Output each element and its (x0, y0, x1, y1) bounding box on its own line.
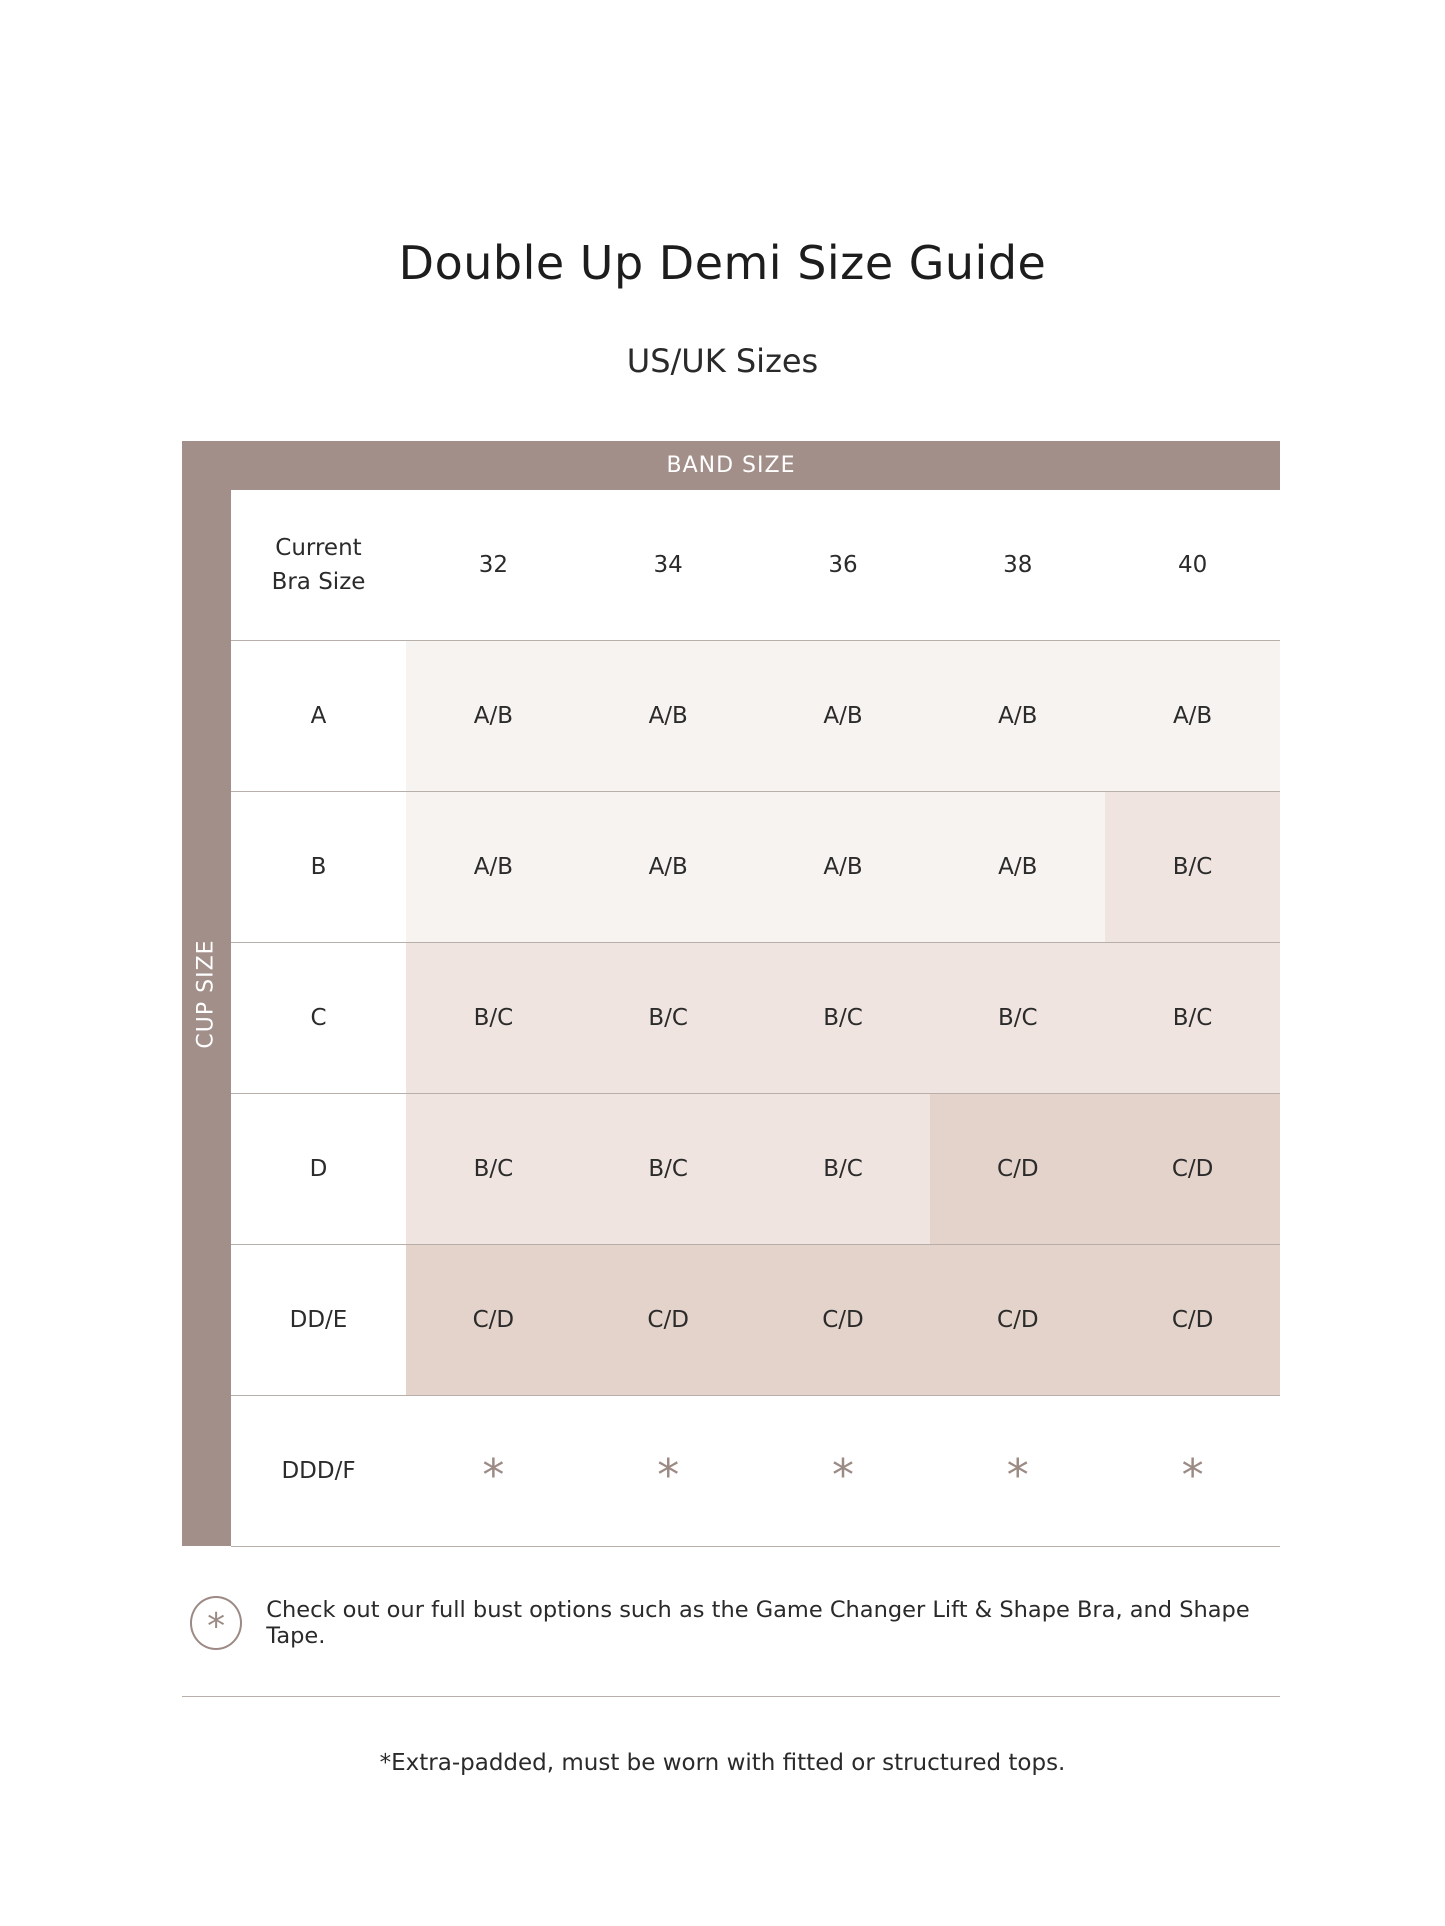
size-cell: A/B (930, 792, 1105, 942)
asterisk-icon: * (657, 1450, 680, 1501)
size-cell: B/C (406, 943, 581, 1093)
divider (182, 1696, 1280, 1697)
current-bra-size-text: Current Bra Size (271, 535, 366, 595)
size-cell: C/D (756, 1245, 931, 1395)
asterisk-icon: * (1181, 1450, 1204, 1501)
cup-size-cell: A (310, 703, 327, 729)
size-table (231, 490, 1280, 1547)
asterisk-icon: * (831, 1450, 854, 1501)
footnote: *Extra-padded, must be worn with fitted or structured tops. (379, 1750, 1066, 1776)
size-cell: A/B (581, 641, 756, 791)
asterisk-icon: * (190, 1596, 242, 1650)
size-cell: B/C (581, 1094, 756, 1244)
size-cell: B/C (1105, 943, 1280, 1093)
table-row (231, 1396, 1280, 1547)
table-row (231, 641, 1280, 792)
size-cell: C/D (1105, 1094, 1280, 1244)
asterisk-icon: * (482, 1450, 505, 1501)
size-cell: A/B (756, 792, 931, 942)
size-cell: C/D (930, 1245, 1105, 1395)
size-cell: C/D (1105, 1245, 1280, 1395)
cup-size-cell: D (309, 1156, 328, 1182)
band-header-40: 40 (1177, 552, 1208, 578)
size-cell: A/B (406, 792, 581, 942)
size-cell: C/D (406, 1245, 581, 1395)
band-size-header (182, 441, 1280, 490)
band-header-38: 38 (1003, 552, 1033, 578)
table-row (231, 1245, 1280, 1396)
size-cell: B/C (756, 1094, 931, 1244)
size-cell: B/C (581, 943, 756, 1093)
cup-size-cell: C (310, 1005, 327, 1031)
size-cell: A/B (406, 641, 581, 791)
band-header-32: 32 (478, 552, 509, 578)
current-bra-size-header (231, 490, 406, 640)
size-cell: B/C (756, 943, 931, 1093)
size-cell: C/D (581, 1245, 756, 1395)
band-header-34: 34 (653, 552, 683, 578)
band-header-36: 36 (828, 552, 858, 578)
cup-size-cell: DD/E (289, 1307, 348, 1333)
cup-size-cell: DDD/F (281, 1458, 356, 1484)
page-subtitle: US/UK Sizes (626, 342, 819, 380)
table-header-row (231, 490, 1280, 641)
table-row (231, 943, 1280, 1094)
full-bust-note (190, 1593, 1280, 1653)
table-row (231, 1094, 1280, 1245)
cup-size-label: CUP SIZE (193, 939, 219, 1049)
asterisk-icon: * (1006, 1450, 1029, 1501)
size-cell: B/C (930, 943, 1105, 1093)
size-cell: B/C (406, 1094, 581, 1244)
band-size-label: BAND SIZE (666, 453, 796, 478)
size-cell: C/D (930, 1094, 1105, 1244)
table-row (231, 792, 1280, 943)
cup-size-cell: B (310, 854, 327, 880)
size-cell: A/B (756, 641, 931, 791)
size-cell: A/B (581, 792, 756, 942)
size-cell: A/B (930, 641, 1105, 791)
size-cell: B/C (1105, 792, 1280, 942)
page-title: Double Up Demi Size Guide (398, 236, 1047, 290)
size-cell: A/B (1105, 641, 1280, 791)
full-bust-note-text: Check out our full bust options such as the Game Changer Lift & Shape Bra, and Shape Tape. (266, 1597, 1250, 1649)
